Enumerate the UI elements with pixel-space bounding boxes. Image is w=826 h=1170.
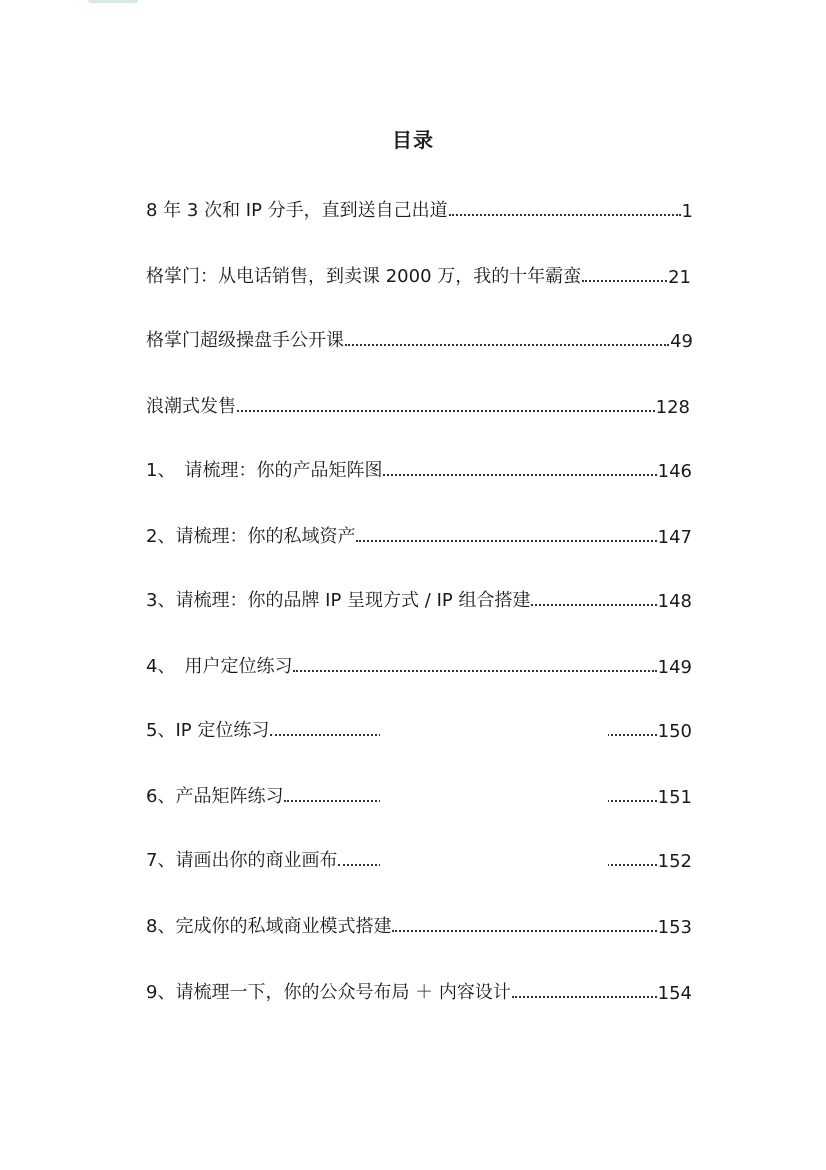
toc-entry-page: 154 bbox=[657, 983, 692, 1004]
toc-leader-dots bbox=[531, 604, 656, 606]
toc-entry-page: 153 bbox=[657, 917, 692, 938]
toc-entry[interactable] bbox=[146, 974, 692, 1004]
toc-entry-label: 9、请梳理一下，你的公众号布局 ＋ 内容设计 bbox=[146, 982, 511, 1003]
toc-entry-page: 150 bbox=[657, 721, 692, 742]
toc-entry-page: 49 bbox=[670, 331, 693, 352]
toc-entry-label: 3、请梳理：你的品牌 IP 呈现方式 / IP 组合搭建 bbox=[146, 590, 531, 611]
toc-entry[interactable] bbox=[146, 452, 692, 482]
toc-entry[interactable] bbox=[146, 908, 692, 938]
toc-entry[interactable] bbox=[146, 388, 690, 418]
toc-entry-page: 148 bbox=[657, 591, 692, 612]
toc-entry-page: 152 bbox=[657, 851, 692, 872]
toc-entry-label: 8 年 3 次和 IP 分手，直到送自己出道 bbox=[146, 200, 448, 221]
toc-entry-page: 151 bbox=[657, 787, 692, 808]
toc-leader-dots bbox=[345, 344, 669, 346]
toc-entry-label: 6、产品矩阵练习 bbox=[146, 786, 284, 807]
toc-entry-page: 147 bbox=[657, 527, 692, 548]
toc-leader-dots bbox=[582, 280, 667, 282]
toc-entry-page: 128 bbox=[655, 397, 690, 418]
toc-entry[interactable] bbox=[146, 322, 693, 352]
toc-leader-dots bbox=[512, 996, 657, 998]
toc-entry[interactable] bbox=[146, 258, 691, 288]
toc-entry-page: 1 bbox=[681, 201, 693, 222]
toc-leader-dots bbox=[392, 930, 656, 932]
toc-entry-page: 146 bbox=[657, 461, 692, 482]
toc-entry[interactable] bbox=[146, 648, 692, 678]
toc-leader-dots bbox=[293, 670, 656, 672]
toc-entry-label: 7、请画出你的商业画布 bbox=[146, 850, 338, 871]
toc-entry-label: 格掌门：从电话销售，到卖课 2000 万，我的十年霸蛮 bbox=[146, 266, 582, 287]
toc-leader-dots bbox=[356, 540, 656, 542]
toc-entry-label: 2、请梳理：你的私域资产 bbox=[146, 526, 356, 547]
toc-entry[interactable] bbox=[146, 518, 692, 548]
toc-leader-dots bbox=[449, 214, 681, 216]
toc-entry-label: 浪潮式发售 bbox=[146, 396, 236, 417]
toc-entry-label: 1、 请梳理：你的产品矩阵图 bbox=[146, 460, 383, 481]
toc-entry-label: 4、 用户定位练习 bbox=[146, 656, 293, 677]
toc-entry[interactable] bbox=[146, 192, 693, 222]
toc-leader-dots bbox=[383, 474, 656, 476]
toc-entry-label: 8、完成你的私域商业模式搭建 bbox=[146, 916, 392, 937]
page-title: 目录 bbox=[392, 128, 434, 152]
scan-blank-patch bbox=[380, 700, 608, 870]
toc-entry-page: 149 bbox=[657, 657, 692, 678]
toc-entry-label: 格掌门超级操盘手公开课 bbox=[146, 330, 344, 351]
toc-entry-page: 21 bbox=[668, 267, 691, 288]
toc-leader-dots bbox=[237, 410, 655, 412]
toc-entry[interactable] bbox=[146, 582, 692, 612]
toc-entry-label: 5、IP 定位练习 bbox=[146, 720, 270, 741]
